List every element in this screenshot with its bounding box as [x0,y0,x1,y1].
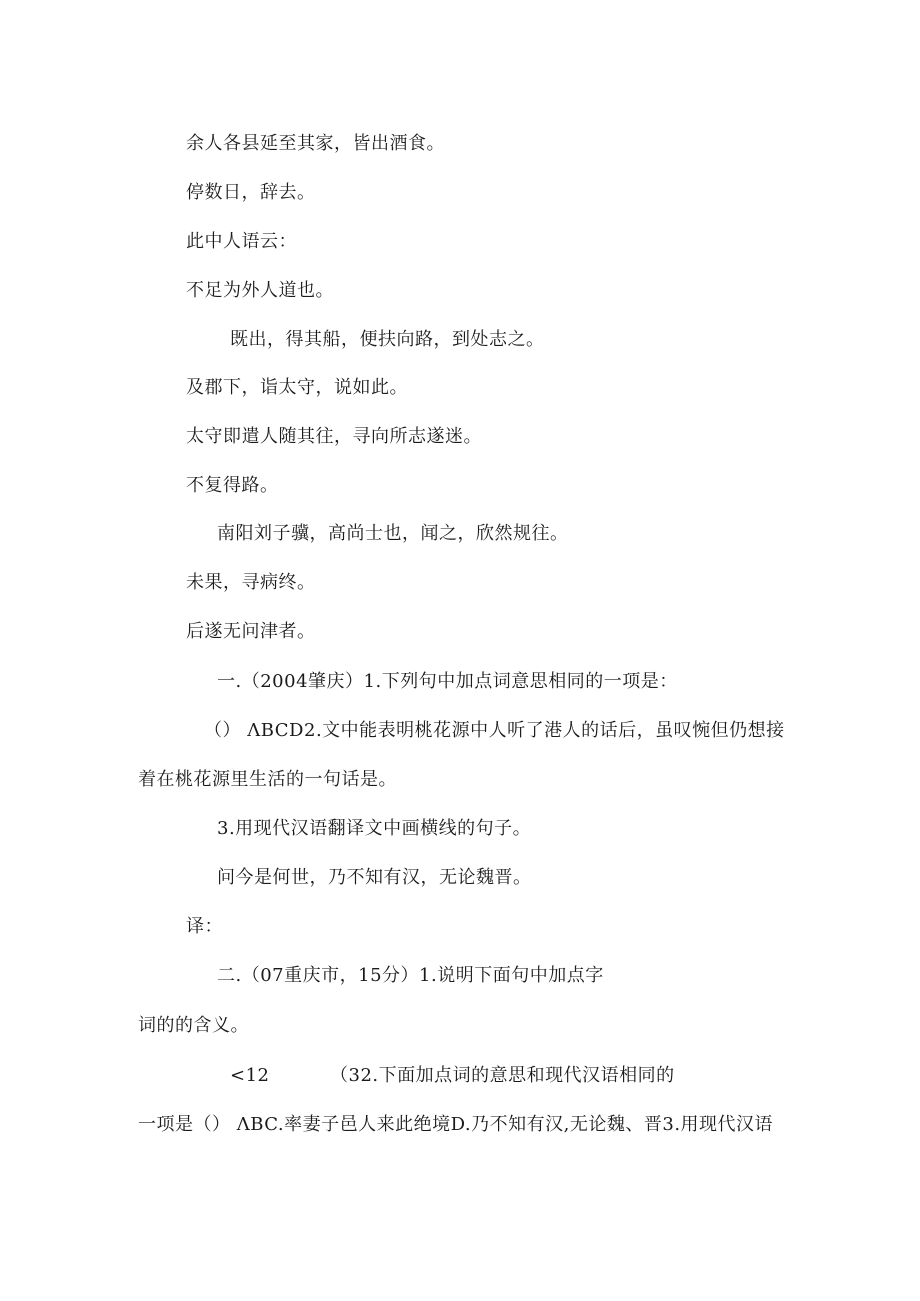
text-line: 此中人语云： [186,231,297,252]
text-line: 及郡下，诣太守，说如此。 [186,377,408,398]
question-text: 一项是（） ΛBC.率妻子邑人来此绝境D.乃不知有汉,无论魏、晋3.用现代汉语 [138,1114,774,1135]
question-heading: 二.（07重庆市，15分）1.说明下面句中加点字 [217,965,604,986]
question-text: 3.用现代汉语翻译文中画横线的句子。 [217,818,532,839]
text-line: 太守即遣人随其往，寻向所志遂迷。 [186,426,482,447]
text-line: 不足为外人道也。 [186,280,334,301]
question-heading: 一.（2004肇庆）1.下列句中加点词意思相同的一项是： [217,671,678,692]
question-text: 着在桃花源里生活的一句话是。 [138,769,397,790]
text-line: 后遂无问津者。 [186,621,316,642]
text-line: 余人各县延至其家，皆出酒食。 [186,133,445,154]
question-text: 译： [186,916,223,937]
question-fragment: <12 [230,1065,270,1086]
question-text: 问今是何世，乃不知有汉，无论魏晋。 [217,867,532,888]
question-text: （） ΛBCD2.文中能表明桃花源中人听了港人的话后，虽叹惋但仍想接 [204,720,785,741]
text-line: 未果，寻病终。 [186,572,316,593]
text-line: 停数日，辞去。 [186,182,316,203]
text-line: 不复得路。 [186,475,279,496]
question-text: 词的的含义。 [138,1015,249,1036]
text-line: 南阳刘子骥，高尚士也，闻之，欣然规往。 [217,523,569,544]
text-line: 既出，得其船，便扶向路，到处志之。 [230,329,545,350]
question-text: （32.下面加点词的意思和现代汉语相同的 [330,1065,675,1086]
